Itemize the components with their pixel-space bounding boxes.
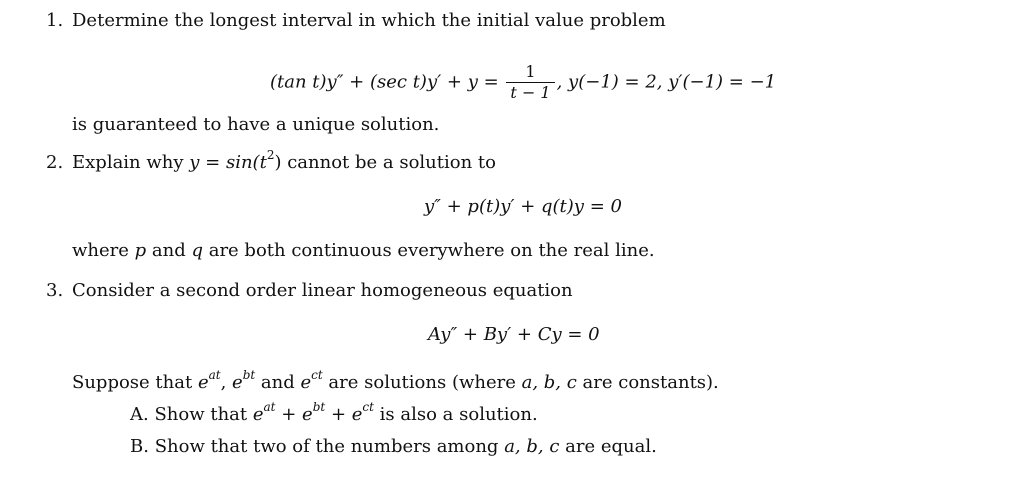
problem-1-equation (270, 62, 776, 103)
problem-2-intro-exponent: 2 (266, 148, 275, 162)
problem-3-part-a-exp3: ct (362, 400, 374, 414)
problem-3-part-b (130, 436, 657, 458)
problem-3-e3: e (300, 372, 312, 393)
problem-2-after-b: and (146, 240, 192, 261)
problem-3-part-a-plus1: + e (275, 404, 313, 425)
problem-3-e2-exponent: bt (242, 368, 256, 382)
problem-3-part-a-exp2: bt (312, 400, 326, 414)
problem-3-intro: Consider a second order linear homogeneous equation (72, 280, 573, 301)
problem-2-equation: y″ + p(t)y′ + q(t)y = 0 (424, 196, 622, 217)
problem-3-part-a-plus2: + e (325, 404, 363, 425)
problem-3-statement (46, 280, 573, 302)
problem-3-part-a (130, 400, 538, 426)
problem-3-part-a-exp1: at (263, 400, 276, 414)
problem-2-after-c: are both continuous everywhere on the real line. (203, 240, 655, 261)
problem-3-part-a-text-a: Show that (154, 404, 253, 425)
problem-3-e1-exponent: at (208, 368, 221, 382)
problem-3-e2: e (232, 372, 243, 393)
problem-3-part-b-text-b: are equal. (559, 436, 657, 457)
problem-3-part-b-label: B. (130, 436, 149, 457)
problem-1-number: 1. (46, 10, 64, 31)
problem-2-number: 2. (46, 152, 64, 173)
problem-3-suppose (72, 368, 719, 394)
problem-1-fraction-numerator: 1 (506, 62, 554, 83)
problem-2-after-q: q (191, 240, 203, 261)
problem-1-equation-left: (tan t)y″ + (sec t)y′ + y = (270, 71, 505, 93)
problem-3-e1: e (197, 372, 209, 393)
problem-2-statement (46, 148, 496, 174)
problem-2-intro-function: y = sin(t (189, 152, 267, 173)
problem-3-abc: a, b, c (521, 372, 577, 393)
problem-1-intro: Determine the longest interval in which the initial value problem (72, 10, 666, 31)
problem-3-suppose-a: Suppose that (72, 372, 198, 393)
problem-3-sep1: , (220, 372, 233, 393)
problem-2-after (72, 240, 655, 262)
problem-3-part-b-abc: a, b, c (504, 436, 560, 457)
problem-3-suppose-c: are constants). (576, 372, 719, 393)
problem-3-e3-exponent: ct (311, 368, 323, 382)
problem-1-fraction-denominator: t − 1 (510, 83, 551, 102)
problem-3-part-a-label: A. (130, 404, 149, 425)
problem-1-initial-conditions: , y(−1) = 2, y′(−1) = −1 (556, 71, 777, 93)
problem-3-suppose-b: are solutions (where (322, 372, 522, 393)
problem-2-intro-a: Explain why (72, 152, 190, 173)
problem-3-part-b-text-a: Show that two of the numbers among (154, 436, 505, 457)
problem-3-part-a-e1: e (252, 404, 264, 425)
problem-1-statement (46, 10, 666, 32)
problem-3-number: 3. (46, 280, 64, 301)
problem-2-after-p: p (134, 240, 147, 261)
problem-3-equation: Ay″ + By′ + Cy = 0 (428, 324, 600, 345)
problem-3-and: and (255, 372, 301, 393)
problem-1-after: is guaranteed to have a unique solution. (72, 114, 440, 135)
problem-1-fraction (506, 62, 554, 103)
problem-2-intro-c: ) cannot be a solution to (274, 152, 496, 173)
problem-3-part-a-text-b: is also a solution. (373, 404, 538, 425)
problem-2-after-a: where (72, 240, 135, 261)
